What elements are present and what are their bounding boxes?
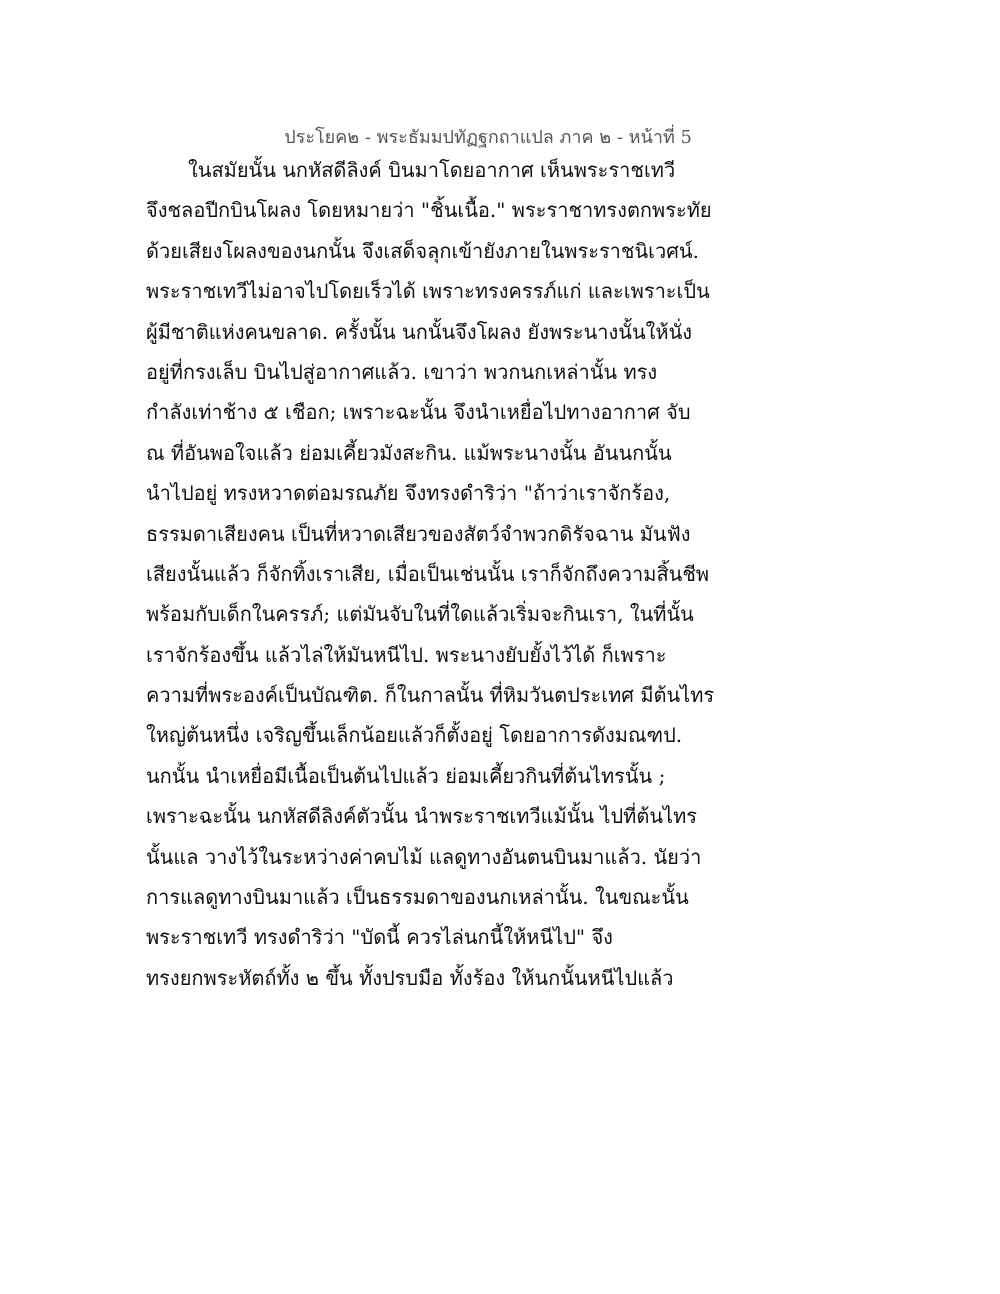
text-line: อยู่ที่กรงเล็บ บินไปสู่อากาศแล้ว. เขาว่า พวกนกเหล่านั้น ทรง	[146, 359, 658, 384]
text-line: ด้วยเสียงโผลงของนกนั้น จึงเสด็จลุกเข้ายังภายในพระราชนิเวศน์.	[146, 238, 699, 263]
text-line: เราจักร้องขึ้น แล้วไล่ให้มันหนีไป. พระนางยับยั้งไว้ได้ ก็เพราะ	[146, 642, 667, 667]
text-line: ใหญ่ต้นหนึ่ง เจริญขึ้นเล็กน้อยแล้วก็ตั้งอยู่ โดยอาการดังมณฑป.	[146, 723, 683, 748]
text-line: กำลังเท่าช้าง ๕ เชือก; เพราะฉะนั้น จึงนำเหยื่อไปทางอากาศ จับ	[146, 400, 691, 425]
text-line: การแลดูทางบินมาแล้ว เป็นธรรมดาของนกเหล่านั้น. ในขณะนั้น	[146, 885, 689, 910]
text-line: เสียงนั้นแล้ว ก็จักทิ้งเราเสีย, เมื่อเป็นเช่นนั้น เราก็จักถึงความสิ้นชีพ	[146, 561, 710, 586]
text-line: ในสมัยนั้น นกหัสดีลิงค์ บินมาโดยอากาศ เห็นพระราชเทวี	[188, 158, 676, 182]
text-line: นกนั้น นำเหยื่อมีเนื้อเป็นต้นไปแล้ว ย่อมเคี้ยวกินที่ต้นไทรนั้น ;	[146, 763, 666, 788]
text-line: พระราชเทวี ทรงดำริว่า "บัดนี้ ควรไล่นกนี้ให้หนีไป" จึง	[146, 925, 613, 950]
text-line: ธรรมดาเสียงคน เป็นที่หวาดเสียวของสัตว์จำพวกดิรัจฉาน มันฟัง	[146, 521, 691, 546]
text-line: ทรงยกพระหัตถ์ทั้ง ๒ ขึ้น ทั้งปรบมือ ทั้งร้อง ให้นกนั้นหนีไปแล้ว	[146, 965, 674, 990]
text-line: ความที่พระองค์เป็นบัณฑิต. ก็ในกาลนั้น ที่หิมวันตประเทศ มีต้นไทร	[146, 683, 715, 708]
body-paragraph	[146, 150, 715, 998]
text-line: ณ ที่อันพอใจแล้ว ย่อมเคี้ยวมังสะกิน. แม้พระนางนั้น อันนกนั้น	[146, 440, 672, 465]
running-header: ประโยค๒ - พระธัมมปทัฏฐกถาแปล ภาค ๒ - หน้าที่ 5	[284, 127, 692, 148]
text-line: นั้นแล วางไว้ในระหว่างค่าคบไม้ แลดูทางอันตนบินมาแล้ว. นัยว่า	[146, 844, 702, 869]
text-line: พร้อมกับเด็กในครรภ์; แต่มันจับในที่ใดแล้วเริ่มจะกินเรา, ในที่นั้น	[146, 602, 694, 627]
text-line: ผู้มีชาติแห่งคนขลาด. ครั้งนั้น นกนั้นจึงโผลง ยังพระนางนั้นให้นั่ง	[146, 319, 693, 344]
text-line: จึงชลอปีกบินโผลง โดยหมายว่า "ชิ้นเนื้อ." พระราชาทรงตกพระทัย	[146, 198, 712, 223]
text-line: เพราะฉะนั้น นกหัสดีลิงค์ตัวนั้น นำพระราชเทวีแม้นั้น ไปที่ต้นไทร	[146, 804, 698, 829]
text-line: นำไปอยู่ ทรงหวาดต่อมรณภัย จึงทรงดำริว่า "ถ้าว่าเราจักร้อง,	[146, 481, 671, 506]
text-line: พระราชเทวีไม่อาจไปโดยเร็วได้ เพราะทรงครรภ์แก่ และเพราะเป็น	[146, 279, 710, 304]
